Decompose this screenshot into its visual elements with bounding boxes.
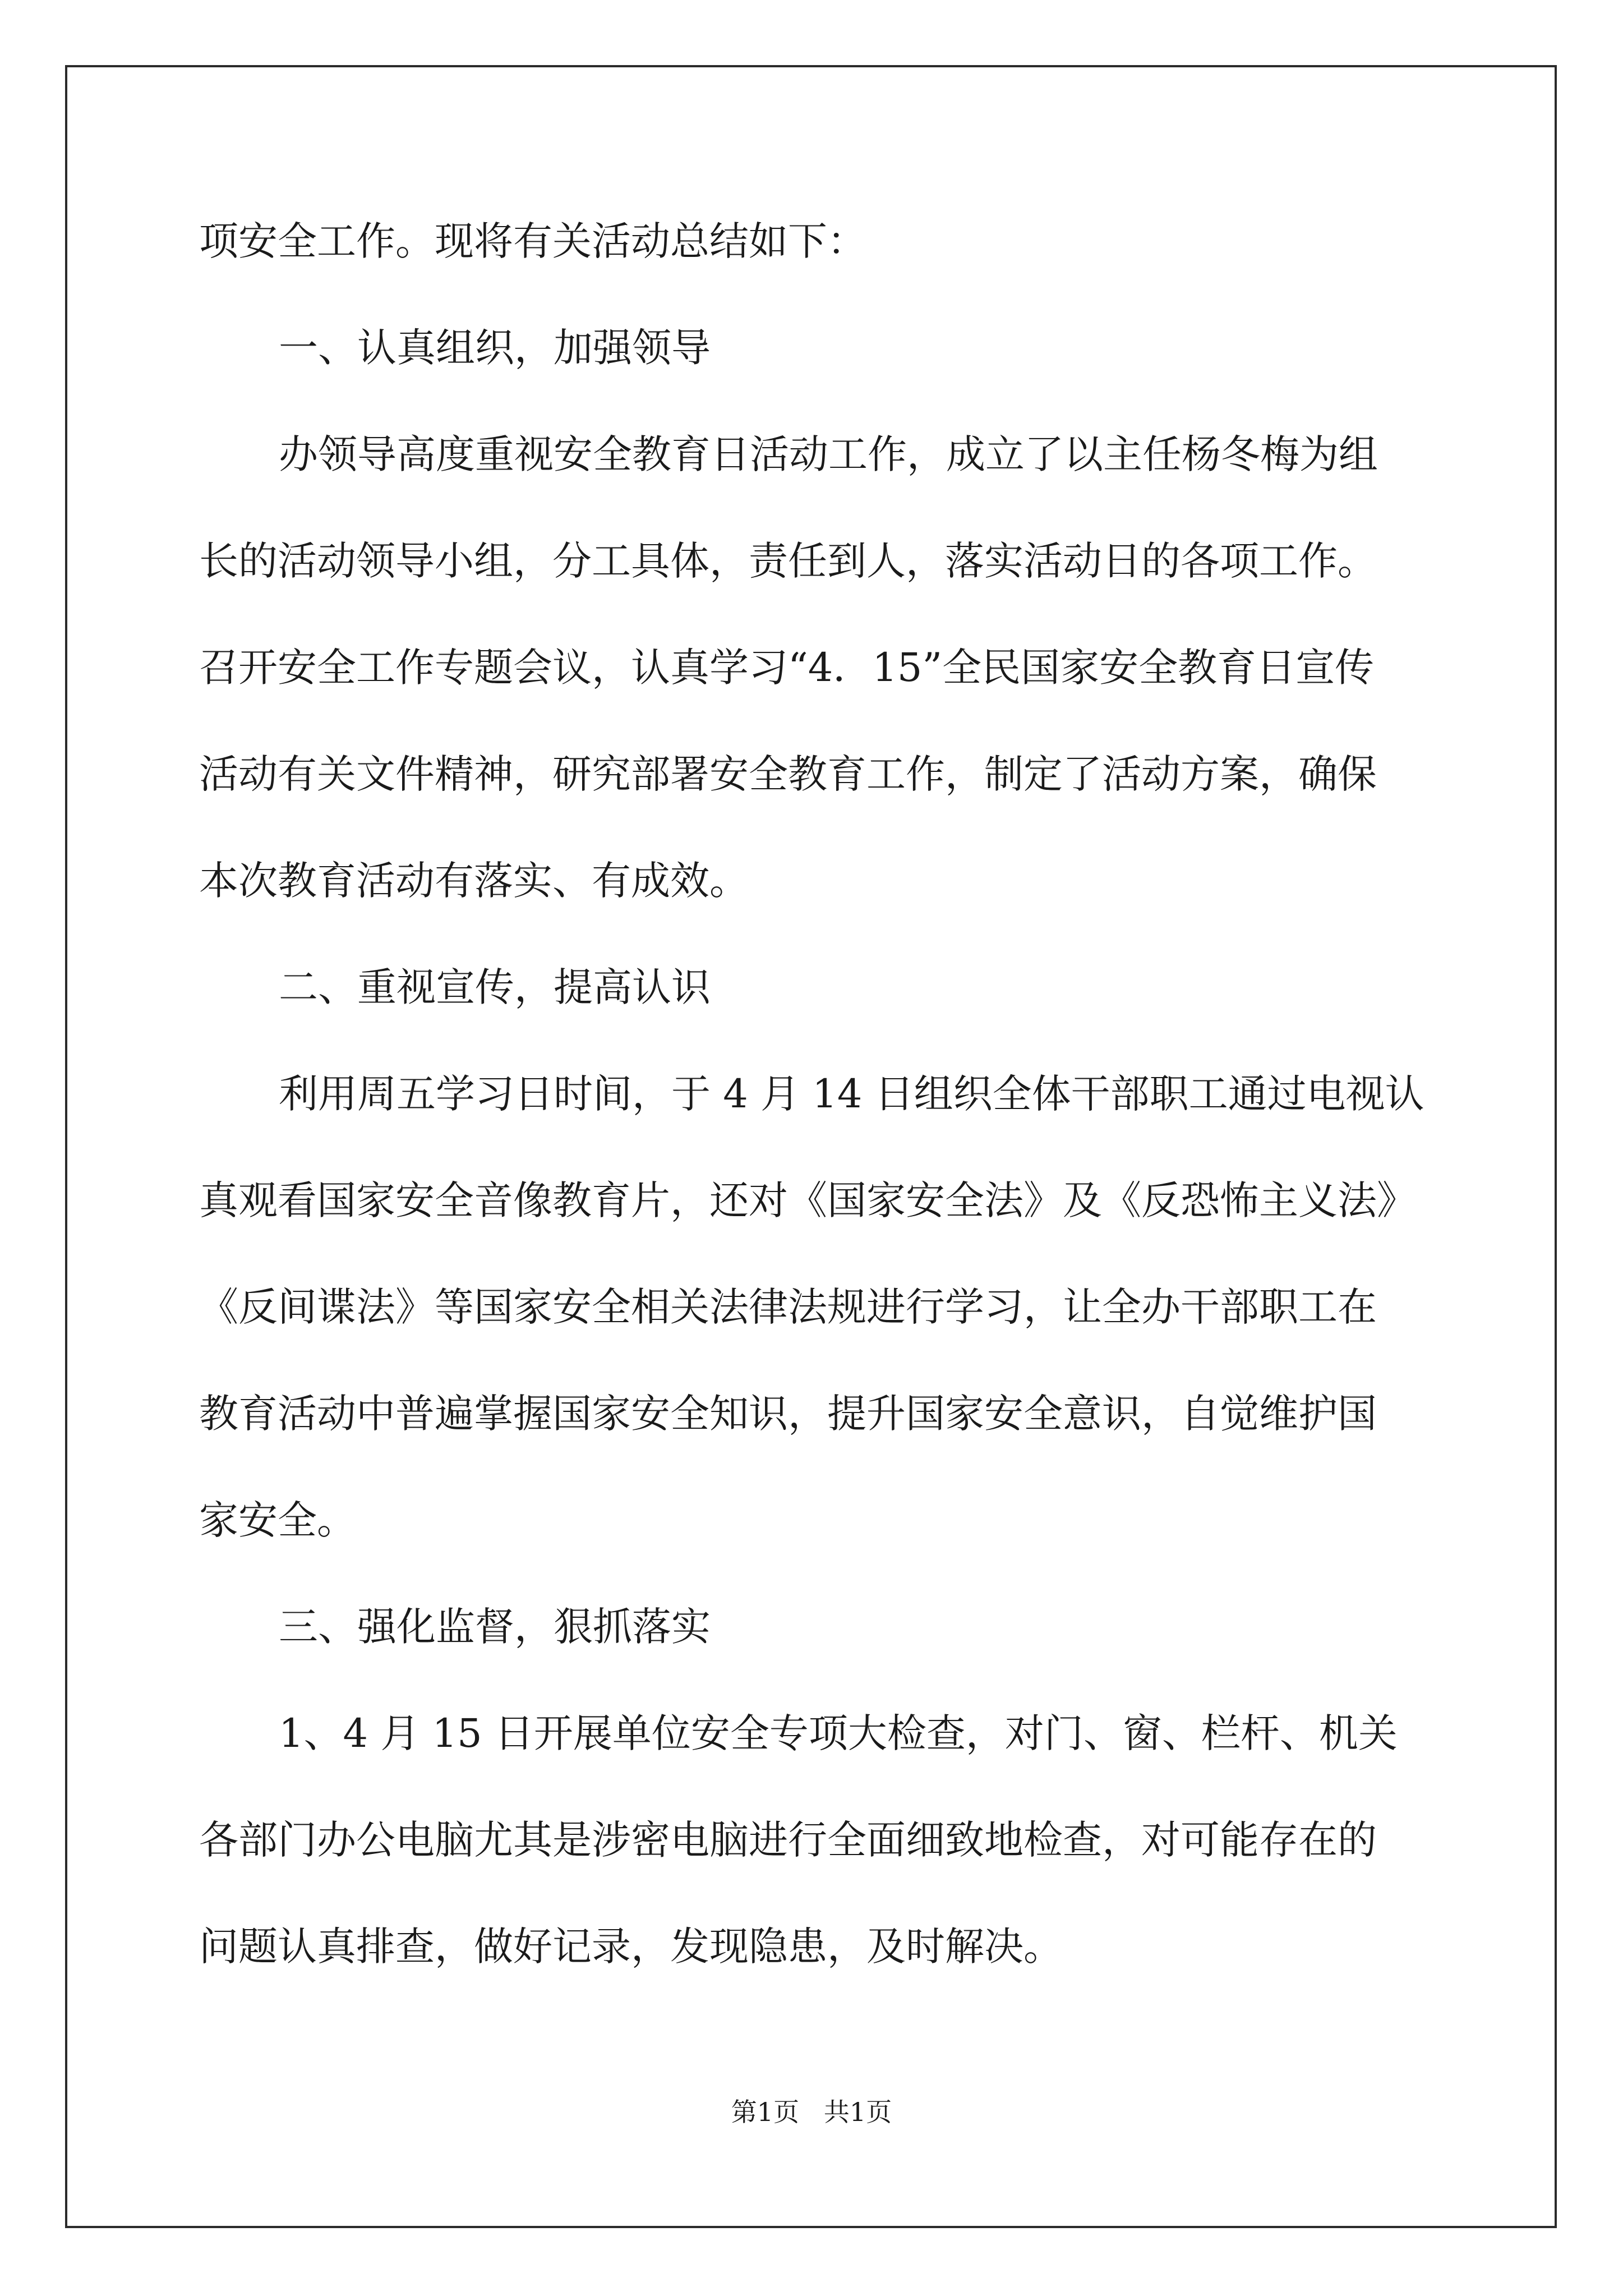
paragraph-line: 各部门办公电脑尤其是涉密电脑进行全面细致地检查，对可能存在的 (199, 1817, 1377, 1863)
page-number-footer: 第1页 共1页 (731, 2097, 892, 2127)
paragraph-line: 问题认真排查，做好记录，发现隐患，及时解决。 (199, 1924, 1063, 1970)
paragraph-line: 项安全工作。现将有关活动总结如下： (199, 218, 866, 264)
paragraph-line: 本次教育活动有落实、有成效。 (199, 858, 749, 904)
paragraph-line: 长的活动领导小组，分工具体，责任到人，落实活动日的各项工作。 (199, 538, 1377, 584)
section-heading: 三、强化监督，狠抓落实 (279, 1604, 711, 1650)
section-heading: 一、认真组织，加强领导 (279, 325, 711, 371)
document-body (199, 213, 1489, 2025)
paragraph-line: 真观看国家安全音像教育片，还对《国家安全法》及《反恐怖主义法》 (199, 1177, 1416, 1223)
paragraph-line: 《反间谍法》等国家安全相关法律法规进行学习，让全办干部职工在 (199, 1284, 1377, 1330)
paragraph-line: 教育活动中普遍掌握国家安全知识，提升国家安全意识，自觉维护国 (199, 1391, 1377, 1437)
paragraph-line: 利用周五学习日时间，于 4 月 14 日组织全体干部职工通过电视认 (279, 1071, 1424, 1117)
paragraph-line: 活动有关文件精神，研究部署安全教育工作，制定了活动方案，确保 (199, 751, 1377, 797)
paragraph-line: 家安全。 (199, 1497, 356, 1543)
paragraph-line: 召开安全工作专题会议，认真学习“4．15”全民国家安全教育日宣传 (199, 645, 1375, 691)
section-heading: 二、重视宣传，提高认识 (279, 964, 711, 1010)
paragraph-line: 1、4 月 15 日开展单位安全专项大检查，对门、窗、栏杆、机关 (279, 1710, 1398, 1756)
paragraph-line: 办领导高度重视安全教育日活动工作，成立了以主任杨冬梅为组 (279, 431, 1378, 477)
